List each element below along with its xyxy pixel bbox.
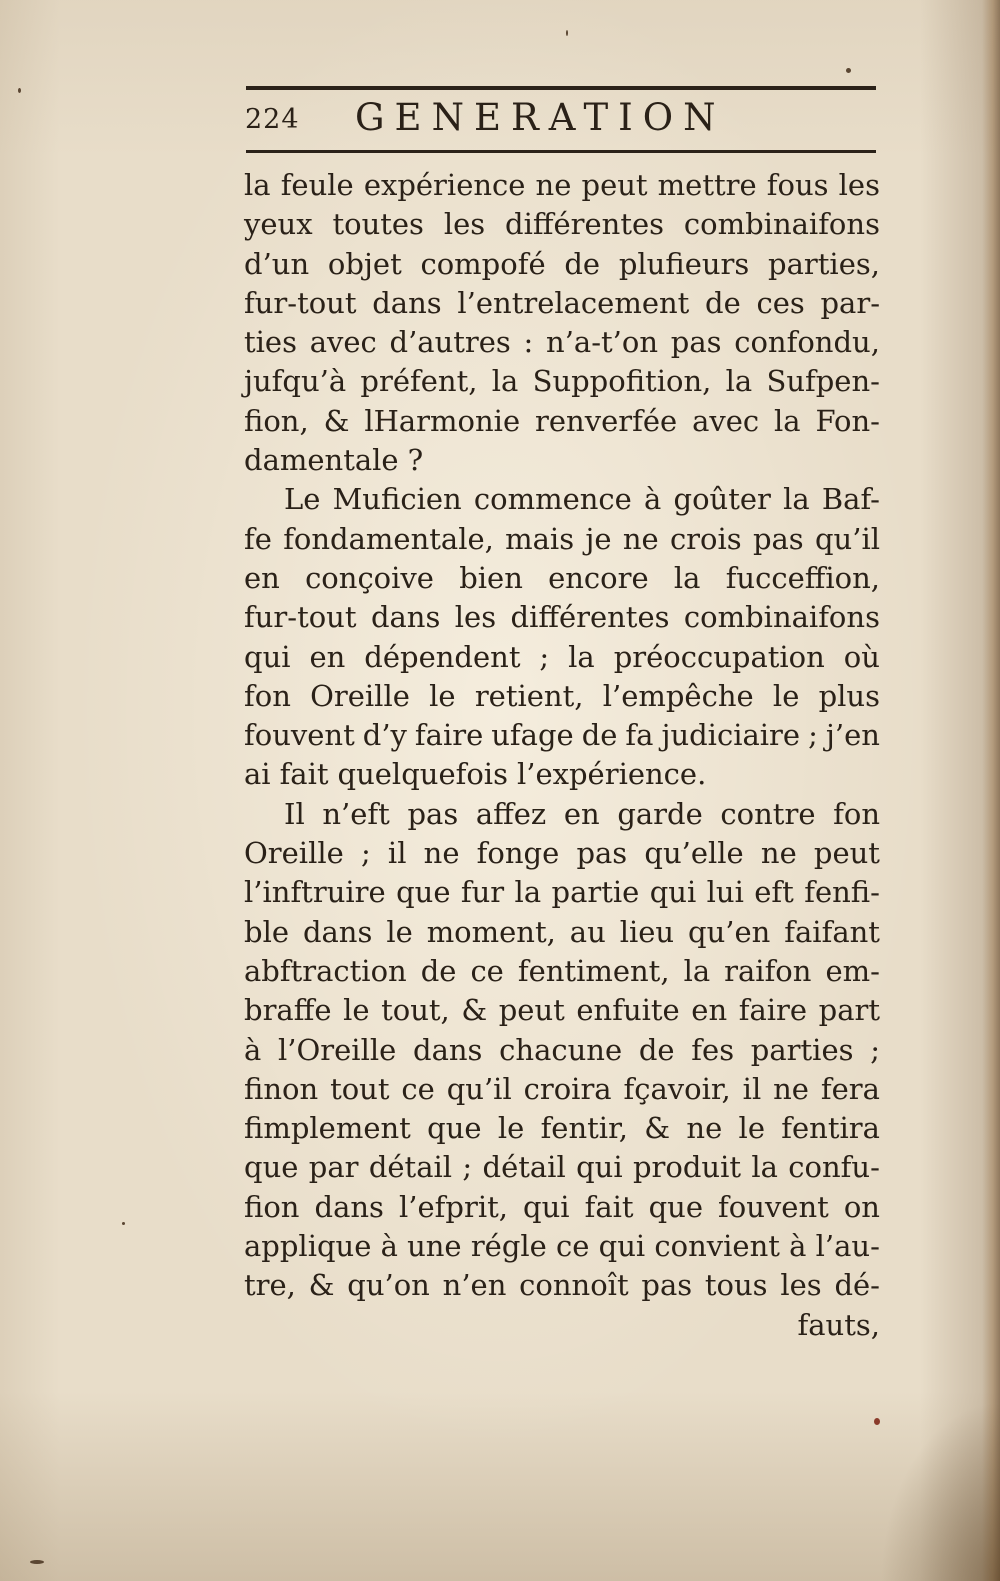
word: d’y xyxy=(362,718,407,753)
word: de xyxy=(581,718,618,753)
word: le xyxy=(429,678,456,713)
word: partie xyxy=(551,875,640,910)
word: & xyxy=(644,1111,671,1146)
word: ne xyxy=(535,168,572,202)
word: yeux xyxy=(244,207,313,242)
word: eft xyxy=(754,875,794,910)
text-line xyxy=(244,1227,880,1266)
text-line xyxy=(244,480,880,519)
word: l’Oreille xyxy=(278,1032,397,1067)
word: le xyxy=(772,678,800,713)
page-header xyxy=(245,96,885,146)
word: pas xyxy=(576,836,628,871)
word: la xyxy=(774,403,801,438)
word: différentes xyxy=(505,207,665,242)
text-line xyxy=(244,991,880,1030)
word: ai xyxy=(244,757,271,792)
word: qui xyxy=(523,1189,570,1224)
word: avec xyxy=(692,403,760,438)
word: ufage xyxy=(491,718,574,753)
word: plufieurs xyxy=(618,246,750,281)
word: Suppofition, xyxy=(532,364,712,399)
word: ce xyxy=(556,1229,590,1264)
word: qui xyxy=(598,1229,646,1264)
word: em- xyxy=(825,953,880,988)
text-line xyxy=(244,716,880,755)
word: la xyxy=(568,639,595,674)
word: fouvent xyxy=(244,718,355,753)
word: que xyxy=(244,1150,299,1185)
word: il xyxy=(742,1071,762,1106)
word: bien xyxy=(459,560,523,595)
word: lieu xyxy=(619,914,675,949)
word: l’expérience. xyxy=(516,757,707,792)
word: en xyxy=(691,993,728,1028)
text-line xyxy=(244,677,880,716)
word: braffe xyxy=(244,993,332,1028)
word: contre xyxy=(720,796,816,831)
word: de xyxy=(564,246,601,281)
word: conçoive xyxy=(305,560,434,595)
word: par xyxy=(308,1150,359,1185)
word: mais xyxy=(505,521,575,556)
word: fur-tout xyxy=(244,285,357,320)
word: ; xyxy=(808,718,818,753)
text-line xyxy=(244,755,880,794)
word: retient, xyxy=(474,678,584,713)
word: & xyxy=(461,993,488,1028)
text-line xyxy=(244,284,880,323)
word: judiciaire xyxy=(661,718,801,753)
word: fous xyxy=(766,168,829,202)
word: quelquefois xyxy=(337,757,508,792)
word: la xyxy=(751,1150,778,1185)
word: le xyxy=(386,914,413,949)
word: préoccupation xyxy=(613,639,825,674)
text-line xyxy=(244,402,880,441)
text-line xyxy=(244,559,880,598)
word: fentir, xyxy=(540,1111,628,1146)
word: fauts, xyxy=(797,1307,880,1342)
word: ; xyxy=(360,836,371,871)
word: l’efprit, xyxy=(399,1189,508,1224)
word: détail xyxy=(368,1150,453,1185)
word: l’inftruire xyxy=(244,875,386,910)
header-rule-bottom xyxy=(246,150,876,153)
word: les xyxy=(454,600,497,635)
word: fur xyxy=(460,875,505,910)
word: compofé xyxy=(420,246,546,281)
word: l’entrelacement xyxy=(457,285,690,320)
word: le xyxy=(343,993,370,1028)
word: peut xyxy=(498,993,565,1028)
word: que xyxy=(427,1111,482,1146)
text-line xyxy=(244,1109,880,1148)
word: combinaifons xyxy=(683,207,880,242)
word: raifon xyxy=(724,953,812,988)
word: tre, xyxy=(244,1268,296,1303)
word: la xyxy=(683,953,711,988)
paper-speck xyxy=(874,1418,880,1425)
text-line xyxy=(244,245,880,284)
word: fera xyxy=(820,1071,880,1106)
word: dans xyxy=(314,1189,384,1224)
word: fonge xyxy=(476,836,560,871)
word: où xyxy=(843,639,880,674)
word: qui xyxy=(649,875,697,910)
word: parties, xyxy=(768,246,880,281)
text-line xyxy=(244,1031,880,1070)
text-line xyxy=(244,520,880,559)
word: dé- xyxy=(834,1268,880,1303)
word: fe xyxy=(244,521,272,556)
paper-speck xyxy=(846,68,851,73)
text-line xyxy=(244,952,880,991)
word: dépendent xyxy=(364,639,521,674)
word: renverfée xyxy=(535,403,678,438)
word: n’eft xyxy=(322,796,390,831)
paper-speck xyxy=(122,1222,125,1225)
word: qui xyxy=(244,639,291,674)
word: abftraction xyxy=(244,953,407,988)
word: la xyxy=(725,364,753,399)
word: qu’il xyxy=(814,521,880,556)
word: préfent, xyxy=(360,364,478,399)
word: fion xyxy=(244,1189,300,1224)
text-line xyxy=(244,598,880,637)
word: qu’elle xyxy=(644,836,744,871)
text-line xyxy=(244,441,880,480)
word: de xyxy=(420,953,457,988)
word: commence xyxy=(473,482,632,517)
word: fucceffion, xyxy=(725,560,880,595)
word: une xyxy=(407,1229,462,1264)
word: parties xyxy=(750,1032,854,1067)
word: enfuite xyxy=(576,993,680,1028)
word: fentira xyxy=(781,1111,880,1146)
running-head: GENERATION xyxy=(355,96,726,139)
word: fes xyxy=(691,1032,735,1067)
word: garde xyxy=(617,796,703,831)
text-line xyxy=(244,205,880,244)
word: l’au- xyxy=(815,1229,880,1264)
word: le xyxy=(738,1111,765,1146)
word: en xyxy=(244,560,280,595)
word: avec xyxy=(309,325,377,360)
word: mettre xyxy=(657,168,757,202)
word: faire xyxy=(738,993,808,1028)
word: différentes xyxy=(510,600,670,635)
word: & xyxy=(323,403,350,438)
word: feule xyxy=(280,168,354,202)
word: : xyxy=(523,325,534,360)
word: les xyxy=(838,168,880,202)
text-line xyxy=(244,1266,880,1305)
word: Oreille xyxy=(310,678,410,713)
word: ne xyxy=(773,1071,809,1106)
text-line xyxy=(244,913,880,952)
word: fon xyxy=(244,678,291,713)
word: ces xyxy=(756,285,805,320)
word: la xyxy=(783,482,810,517)
word: jufqu’à xyxy=(244,364,347,399)
word: confu- xyxy=(788,1150,880,1185)
word: croira xyxy=(523,1071,612,1106)
word: qu’il xyxy=(446,1071,512,1106)
word: dans xyxy=(370,600,441,635)
text-line xyxy=(244,795,880,834)
word: tout, xyxy=(381,993,450,1028)
word: on xyxy=(843,1189,880,1224)
word: ce xyxy=(401,1071,435,1106)
word: Muficien xyxy=(332,482,462,517)
word: d’autres xyxy=(389,325,511,360)
word: ne xyxy=(622,521,659,556)
word: la xyxy=(514,875,542,910)
word: l’empêche xyxy=(602,678,754,713)
word: qu’en xyxy=(688,914,771,949)
word: en xyxy=(563,796,600,831)
word: chacune xyxy=(499,1032,623,1067)
paper-speck xyxy=(18,88,21,93)
text-line xyxy=(244,323,880,362)
word: dans xyxy=(372,285,442,320)
word: peut xyxy=(581,168,648,202)
word: ne xyxy=(423,836,460,871)
word: ne xyxy=(686,1111,723,1146)
word: fimplement xyxy=(244,1111,411,1146)
word: fon xyxy=(833,796,880,831)
word: fion, xyxy=(244,403,309,438)
word: encore xyxy=(548,560,649,595)
word: lui xyxy=(706,875,744,910)
word: au xyxy=(569,914,606,949)
word: Baf- xyxy=(821,482,880,517)
word: Fon- xyxy=(815,403,880,438)
word: Il xyxy=(284,796,305,831)
word: faire xyxy=(414,718,484,753)
word: fait xyxy=(584,1189,634,1224)
word: peut xyxy=(813,836,880,871)
word: ; xyxy=(539,639,550,674)
word: finon xyxy=(244,1071,319,1106)
word: confondu, xyxy=(734,325,880,360)
word: qui xyxy=(576,1150,623,1185)
word: le xyxy=(497,1111,525,1146)
word: les xyxy=(780,1268,822,1303)
word: fondamentale, xyxy=(283,521,494,556)
body-text xyxy=(244,166,880,1345)
word: Oreille xyxy=(244,836,344,871)
text-line xyxy=(244,1070,880,1109)
word: détail xyxy=(482,1150,566,1185)
text-line xyxy=(244,638,880,677)
word: crois xyxy=(669,521,742,556)
word: la xyxy=(491,364,519,399)
word: goûter xyxy=(673,482,771,517)
word: ? xyxy=(407,443,424,478)
word: fa xyxy=(625,718,654,753)
text-line xyxy=(244,166,880,205)
word: pas xyxy=(752,521,804,556)
word: pas xyxy=(670,325,722,360)
word: combinaifons xyxy=(683,600,880,635)
text-line xyxy=(244,1188,880,1227)
word: fouvent xyxy=(718,1189,829,1224)
word: j’en xyxy=(825,718,880,753)
word: pas xyxy=(407,796,459,831)
word: & xyxy=(308,1268,335,1303)
word: n’en xyxy=(442,1268,507,1303)
page-edge-shadow xyxy=(982,0,1000,1581)
word: fçavoir, xyxy=(623,1071,731,1106)
word: ; xyxy=(462,1150,473,1185)
word: fentiment, xyxy=(517,953,670,988)
word: ; xyxy=(870,1032,880,1067)
word: la xyxy=(244,168,271,202)
word: ce xyxy=(470,953,504,988)
word: qu’on xyxy=(347,1268,430,1303)
word: par- xyxy=(820,285,880,320)
word: fur-tout xyxy=(244,600,357,635)
word: tous xyxy=(704,1268,768,1303)
word: la xyxy=(673,560,701,595)
word: part xyxy=(818,993,880,1028)
word: ble xyxy=(244,914,290,949)
word: lHarmonie xyxy=(364,403,521,438)
word: régle xyxy=(470,1229,547,1264)
page-corner-stain xyxy=(880,1401,1000,1581)
word: fenfi- xyxy=(804,875,880,910)
word: damentale xyxy=(244,443,399,478)
word: dans xyxy=(302,914,373,949)
word: à xyxy=(244,1032,262,1067)
paper-speck xyxy=(30,1560,44,1564)
word: il xyxy=(387,836,407,871)
word: à xyxy=(789,1229,807,1264)
word: de xyxy=(705,285,741,320)
header-rule-top xyxy=(246,86,876,90)
word: que xyxy=(648,1189,703,1224)
word: les xyxy=(443,207,486,242)
word: faifant xyxy=(784,914,880,949)
word: connoît xyxy=(519,1268,629,1303)
word: plus xyxy=(818,678,880,713)
word: fait xyxy=(279,757,329,792)
word: objet xyxy=(327,246,402,281)
word: expérience xyxy=(363,168,526,202)
page-number: 224 xyxy=(245,104,300,135)
word: Sufpen- xyxy=(766,364,880,399)
word: je xyxy=(585,521,612,556)
word: ties xyxy=(244,325,297,360)
text-line xyxy=(244,362,880,401)
word: que xyxy=(396,875,451,910)
word: ne xyxy=(760,836,797,871)
text-line xyxy=(244,1306,880,1345)
text-line xyxy=(244,1148,880,1187)
word: convient xyxy=(654,1229,780,1264)
paper-speck xyxy=(566,30,568,36)
word: applique xyxy=(244,1229,372,1264)
word: en xyxy=(309,639,346,674)
text-line xyxy=(244,873,880,912)
word: dans xyxy=(413,1032,483,1067)
word: Le xyxy=(284,482,321,517)
word: toutes xyxy=(332,207,424,242)
word: d’un xyxy=(244,246,310,281)
word: à xyxy=(380,1229,398,1264)
word: affez xyxy=(475,796,547,831)
word: pas xyxy=(641,1268,693,1303)
word: produit xyxy=(632,1150,742,1185)
word: tout xyxy=(330,1071,390,1106)
text-line xyxy=(244,834,880,873)
word: n’a-t’on xyxy=(546,325,659,360)
word: de xyxy=(638,1032,675,1067)
word: à xyxy=(644,482,662,517)
word: moment, xyxy=(426,914,556,949)
